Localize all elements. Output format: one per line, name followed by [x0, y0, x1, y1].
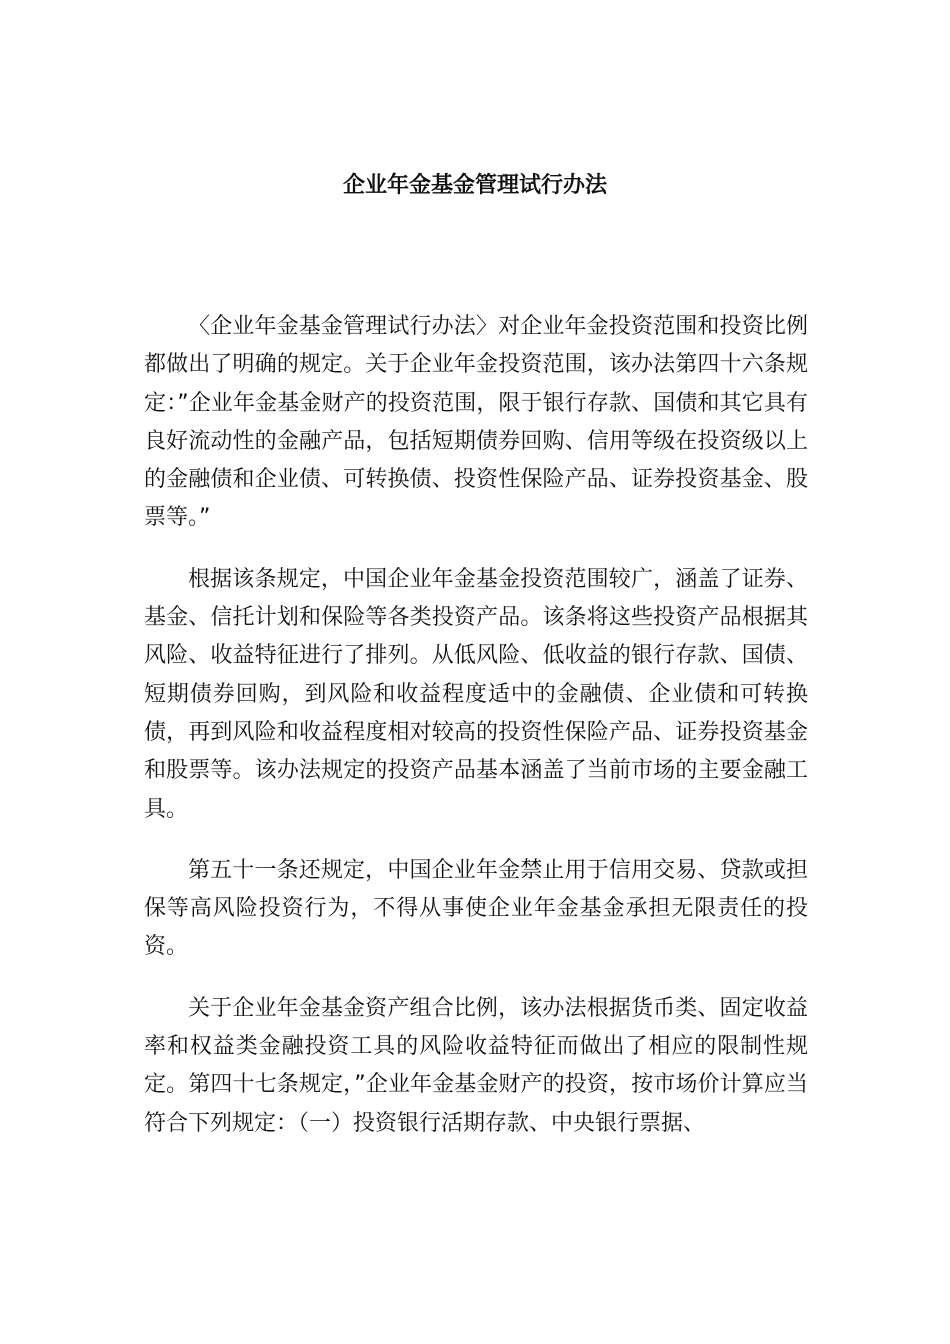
paragraph-4: 关于企业年金基金资产组合比例，该办法根据货币类、固定收益率和权益类金融投资工具的风险收益特征而做出了相应的限制性规定。第四十七条规定，”企业年金基金财产的投资，按市场价计算应当符合下列规定：（一）投资银行活期存款、中央银行票据、	[144, 995, 808, 1136]
paragraph-1: 〈企业年金基金管理试行办法〉对企业年金投资范围和投资比例都做出了明确的规定。关于企业年金投资范围，该办法第四十六条规定：”企业年金基金财产的投资范围，限于银行存款、国债和其它具有良好流动性的金融产品，包括短期债券回购、信用等级在投资级以上的金融债和企业债、可转换债、投资性保险产品、证券投资基金、股票等。”	[144, 314, 808, 531]
document-title: 企业年金基金管理试行办法	[342, 173, 607, 198]
paragraph-3: 第五十一条还规定，中国企业年金禁止用于信用交易、贷款或担保等高风险投资行为，不得从事使企业年金基金承担无限责任的投资。	[144, 857, 808, 960]
document-body	[144, 308, 808, 1166]
paragraph-2: 根据该条规定，中国企业年金基金投资范围较广，涵盖了证券、基金、信托计划和保险等各类投资产品。该条将这些投资产品根据其风险、收益特征进行了排列。从低风险、低收益的银行存款、国债、短期债券回购，到风险和收益程度适中的金融债、企业债和可转换债，再到风险和收益程度相对较高的投资性保险产品、证券投资基金和股票等。该办法规定的投资产品基本涵盖了当前市场的主要金融工具。	[144, 566, 808, 822]
